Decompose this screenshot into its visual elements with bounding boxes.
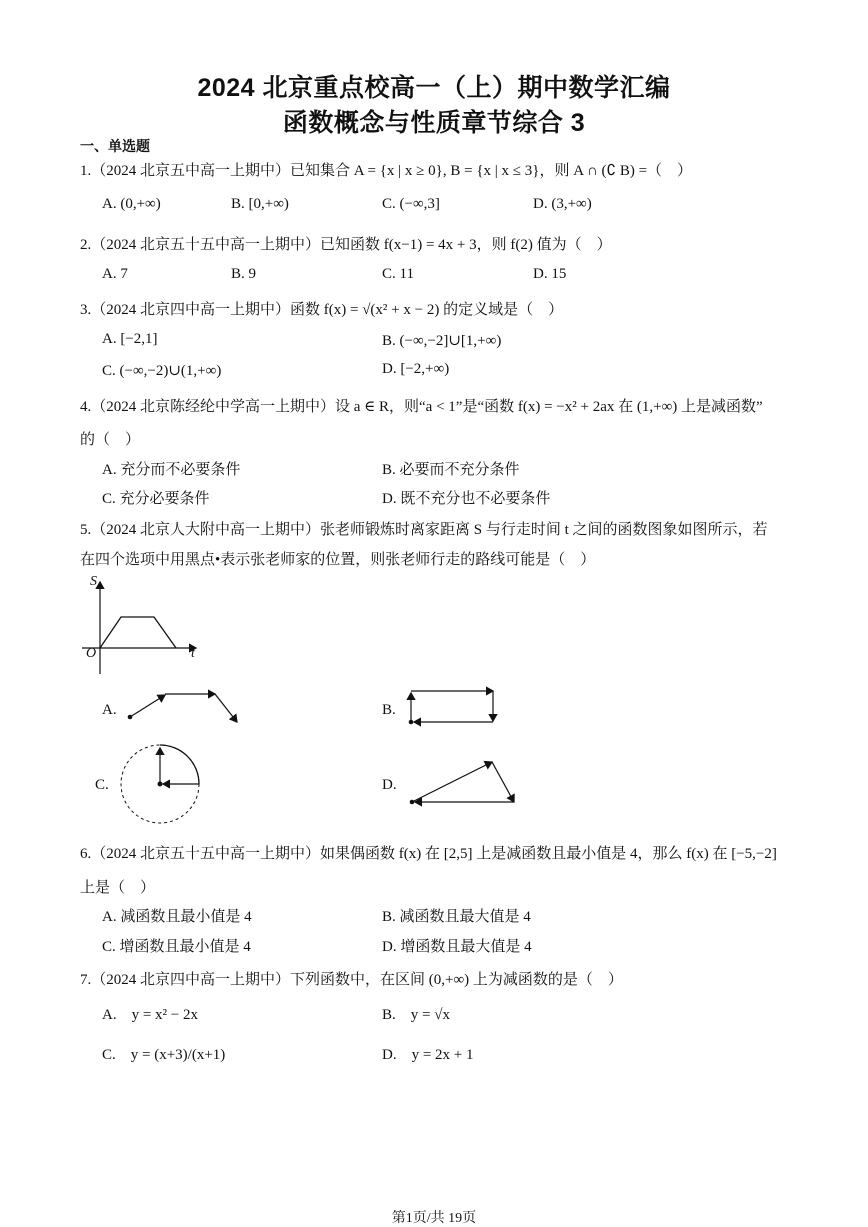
graph-label-s: S <box>90 574 97 589</box>
q1-option-b: B. [0,+∞) <box>231 196 289 212</box>
title-line-2: 函数概念与性质章节综合 3 <box>282 109 586 137</box>
question-7-stem: 7.（2024 北京四中高一上期中）下列函数中，在区间 (0,+∞) 上为减函数的是（ ） <box>80 972 623 988</box>
question-5-stem-cont: 在四个选项中用黑点•表示张老师家的位置，则张老师行走的路线可能是（ ） <box>80 552 596 568</box>
q5-option-b-path <box>406 686 501 728</box>
q3-option-c: C. (−∞,−2)∪(1,+∞) <box>102 363 222 379</box>
graph-label-t: t <box>191 646 195 661</box>
q4-option-c: C. 充分必要条件 <box>102 491 210 507</box>
q4-option-a: A. 充分而不必要条件 <box>102 462 241 478</box>
question-4-stem-cont: 的（ ） <box>80 432 141 448</box>
q2-option-c: C. 11 <box>382 266 414 282</box>
q6-option-c: C. 增函数且最小值是 4 <box>102 939 251 955</box>
title-line-1: 2024 北京重点校高一（上）期中数学汇编 <box>197 74 671 102</box>
q5-option-d-label: D. <box>382 777 397 793</box>
question-2-stem: 2.（2024 北京五十五中高一上期中）已知函数 f(x−1) = 4x + 3，则 f(2) 值为（ ） <box>80 237 612 253</box>
question-6-stem: 6.（2024 北京五十五中高一上期中）如果偶函数 f(x) 在 [2,5] 上是减函数且最小值是 4，那么 f(x) 在 [−5,−2] <box>80 846 777 862</box>
q7-option-b: B. y = √x <box>382 1007 450 1023</box>
q3-option-b: B. (−∞,−2]∪[1,+∞) <box>382 333 502 349</box>
page-footer: 第1页/共 19页 <box>391 1211 477 1226</box>
question-3-stem: 3.（2024 北京四中高一上期中）函数 f(x) = √(x² + x − 2) 的定义域是（ ） <box>80 302 564 318</box>
q2-option-d: D. 15 <box>533 266 567 282</box>
q4-option-d: D. 既不充分也不必要条件 <box>382 491 551 507</box>
q5-option-c-label: C. <box>95 777 109 793</box>
q5-option-b-label: B. <box>382 702 396 718</box>
q4-option-b: B. 必要而不充分条件 <box>382 462 520 478</box>
q7-option-c: C. y = (x+3)/(x+1) <box>102 1047 226 1063</box>
q5-option-a-path <box>125 688 245 728</box>
q2-option-b: B. 9 <box>231 266 257 282</box>
q2-option-a: A. 7 <box>102 266 128 282</box>
question-6-stem-cont: 上是（ ） <box>80 880 156 896</box>
q5-option-d-path <box>406 758 521 808</box>
q7-option-a: A. y = x² − 2x <box>102 1007 198 1023</box>
question-4-stem: 4.（2024 北京陈经纶中学高一上期中）设 a ∈ R，则“a < 1”是“函数 f(x) = −x² + 2ax 在 (1,+∞) 上是减函数” <box>80 399 763 415</box>
q3-option-d: D. [−2,+∞) <box>382 361 450 377</box>
q1-option-d: D. (3,+∞) <box>533 196 592 212</box>
q1-option-c: C. (−∞,3] <box>382 196 440 212</box>
q1-option-a: A. (0,+∞) <box>102 196 161 212</box>
q3-option-a: A. [−2,1] <box>102 331 158 347</box>
q5-option-c-path <box>118 740 208 830</box>
section-header: 一、单选题 <box>80 138 150 154</box>
graph-label-origin: O <box>86 646 97 661</box>
q6-option-b: B. 减函数且最大值是 4 <box>382 909 531 925</box>
q6-option-a: A. 减函数且最小值是 4 <box>102 909 252 925</box>
question-5-stem: 5.（2024 北京人大附中高一上期中）张老师锻炼时离家距离 S 与行走时间 t 之间的函数图象如图所示，若 <box>80 522 768 538</box>
question-1-stem: 1.（2024 北京五中高一上期中）已知集合 A = {x | x ≥ 0}, B = {x | x ≤ 3}，则 A ∩ (∁ B) =（ ） <box>80 163 693 179</box>
q5-distance-time-graph <box>78 574 208 679</box>
q6-option-d: D. 增函数且最大值是 4 <box>382 939 532 955</box>
q7-option-d: D. y = 2x + 1 <box>382 1047 474 1063</box>
q5-option-a-label: A. <box>102 702 117 718</box>
